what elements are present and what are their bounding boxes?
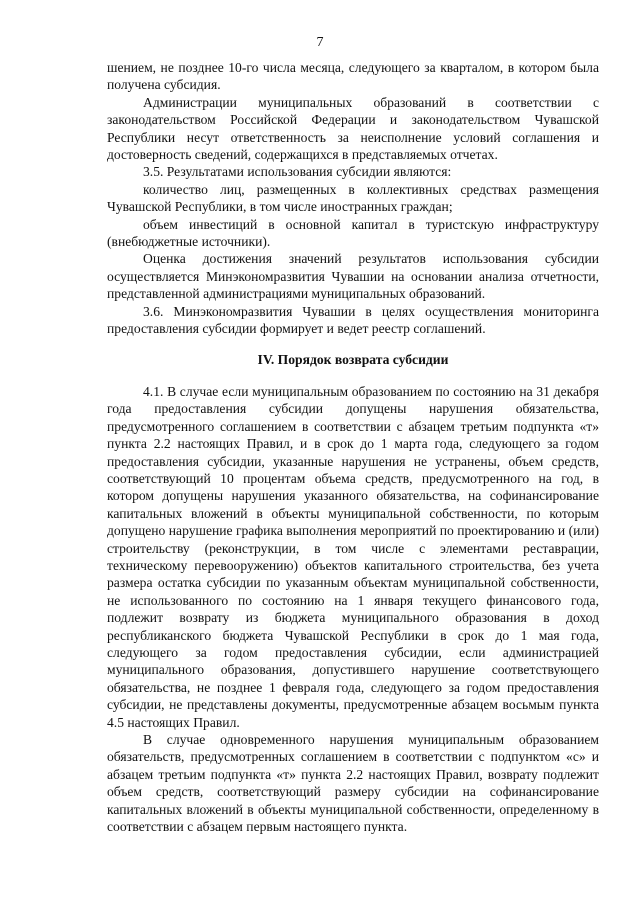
paragraph-responsibility: Администрации муниципальных образований в соответствии с законодательством Российской Федерации и законодательством Чувашской Республики несут ответственность за неисполнение условий соглашения и достоверность сведений, содержащихся в представляемых отчетах. (107, 94, 599, 163)
paragraph-3-5-results: 3.5. Результатами использования субсидии являются: (143, 164, 452, 180)
paragraph-continuation: шением, не позднее 10-го числа месяца, следующего за кварталом, в котором была получена субсидия. (107, 60, 599, 93)
paragraph-simultaneous-violation: В случае одновременного нарушения муниципальным образованием обязательств, предусмотренных соглашением в соответствии с подпунктом «с» и абзацем третьим подпункта «т» пункта 2.2 настоящих Правил, возврату подлежит объем средств, соответствующий размеру субсидии на софинансирование капитальных вложений в объекты муниципальной собственности, определенному в соответствии с абзацем первым настоящего пункта. (107, 732, 599, 835)
paragraph-result-item-persons: количество лиц, размещенных в коллективных средствах размещения Чувашской Республики, в том числе иностранных граждан; (107, 181, 599, 215)
page-number: 7 (316, 35, 324, 50)
section-heading: IV. Порядок возврата субсидии (257, 351, 449, 367)
paragraph-evaluation: Оценка достижения значений результатов использования субсидии осуществляется Минэкономразвития Чувашии на основании анализа отчетности, представленной администрациями муниципальных образований. (107, 251, 599, 302)
paragraph-4-1-refund: 4.1. В случае если муниципальным образованием по состоянию на 31 декабря года предоставления субсидии допущены нарушения обязательства, предусмотренного соглашением в соответствии с абзацем третьим подпункта «т» пункта 2.2 настоящих Правил, и в срок до 1 марта года, следующего за годом предоставления субсидии, указанные нарушения не устранены, объем средств, соответствующий 10 процентам объема средств, предусмотренного на год, в котором допущены нарушения указанного обязательства, на софинансирование капитальных вложений в объекты муниципальной собственности, по которым допущено нарушение графика выполнения мероприятий по проектированию и (или) строительству (реконструкции, в том числе с элементами реставрации, техническому перевооружению) объектов капитального строительства, без учета размера остатка субсидии по указанным объектам муниципальной собственности, не использованного по состоянию на 1 января текущего финансового года, подлежит возврату из бюджета муниципального образования в доход республиканского бюджета Чувашской Республики в срок до 1 мая года, следующего за годом предоставления субсидии, если администрацией муниципального образования, допустившего нарушение соответствующего обязательства, не позднее 1 февраля года, следующего за годом предоставления субсидии, не представлены документы, предусмотренные абзацем восьмым пункта 4.5 настоящих Правил. (107, 383, 599, 730)
paragraph-result-item-investments: объем инвестиций в основной капитал в туристскую инфраструктуру (внебюджетные источники). (107, 216, 599, 250)
document-body (107, 59, 599, 835)
paragraph-3-6-registry: 3.6. Минэкономразвития Чувашии в целях осуществления мониторинга предоставления субсидии формирует и ведет реестр соглашений. (107, 303, 599, 337)
